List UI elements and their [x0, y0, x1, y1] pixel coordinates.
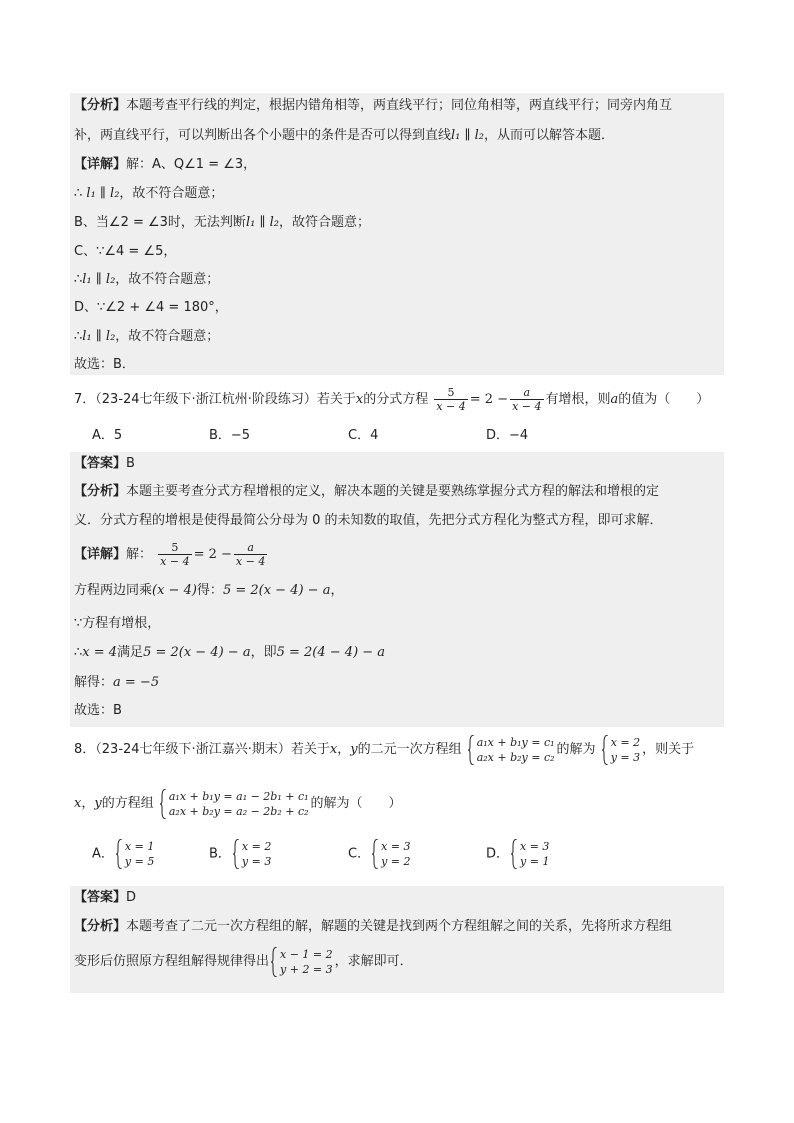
q6-detail-line5: [74, 270, 219, 290]
equation-system-1: [468, 735, 555, 765]
detail-text: 解：: [126, 547, 153, 562]
q7-detail-line3: [74, 614, 160, 634]
variable-y: y: [94, 796, 102, 811]
system-row: a₁x + b₁y = c₁: [476, 735, 555, 749]
detail-text: 方程两边同乘: [74, 583, 153, 598]
q8-analysis-line2: [74, 942, 413, 982]
q8-analysis-line1: [74, 917, 672, 937]
therefore-symbol: ∴: [74, 186, 87, 201]
q7-option-a: A．5: [92, 428, 123, 443]
equation-middle: = 2 −: [469, 392, 509, 407]
detail-text: 故选：B．: [74, 357, 135, 372]
detail-text: D、∵∠2 + ∠4 = 180°，: [74, 300, 228, 315]
system-row: x = 3: [520, 840, 550, 853]
q8-stem-line1: [74, 730, 694, 770]
stem-text: ，: [337, 742, 351, 757]
left-brace-icon: [271, 947, 278, 977]
system-row: a₁x + b₁y = a₁ − 2b₁ + c₁: [168, 789, 309, 803]
fraction-denominator: x − 4: [436, 400, 466, 413]
detail-text: 得：: [196, 583, 223, 598]
analysis-text: 本题主要考查分式方程增根的定义，解决本题的关键是要熟练掌握分式方程的解法和增根的定: [126, 484, 660, 499]
question-number: 7．: [74, 392, 96, 407]
system-row: y + 2 = 3: [280, 962, 333, 976]
system-row: a₂x + b₂y = a₂ − 2b₂ + c₂: [168, 804, 309, 818]
q6-detail-line4: [74, 242, 176, 262]
q6-detail-line6: [74, 298, 228, 318]
system-row: a₂x + b₂y = c₂: [476, 750, 555, 764]
q7-analysis-line1: [74, 482, 659, 502]
parallel-lines-formula: l₁ ∥ l₂: [451, 128, 485, 143]
fraction-a-over-x-4: [234, 541, 267, 568]
stem-text: 的值为（ ）: [618, 392, 710, 407]
detail-text: 解得：: [74, 675, 114, 690]
answer-tag: 【答案】: [74, 456, 127, 471]
detail-text: ，故不符合题意；: [115, 329, 220, 344]
equation-system-2: [602, 735, 640, 765]
detail-text: ，故符合题意；: [278, 215, 370, 230]
equation-middle: = 2 −: [193, 547, 232, 562]
option-label: B．: [209, 846, 231, 862]
therefore-symbol: ∴: [74, 329, 83, 344]
left-brace-icon: [468, 735, 475, 765]
option-system: [372, 839, 410, 869]
q7-analysis-line2: [74, 511, 663, 531]
analysis-text: ，从而可以解答本题．: [484, 128, 615, 143]
left-brace-icon: [372, 839, 379, 869]
option-system: [233, 839, 271, 869]
question-number: 8．: [74, 742, 96, 757]
q7-option-c: C．4: [348, 428, 379, 443]
q7-detail-line5: [74, 673, 159, 693]
q6-detail-line3: [74, 213, 370, 233]
analysis-text: 补，两直线平行，可以判断出各个小题中的条件是否可以得到直线: [74, 128, 452, 143]
fraction-5-over-x-4: [434, 386, 467, 413]
question-source: （23-24七年级下·浙江嘉兴·期末）: [95, 742, 291, 757]
formula: a = −5: [113, 675, 160, 690]
stem-text: 有增根，则: [545, 392, 611, 407]
therefore-symbol: ∴: [74, 272, 83, 287]
q8-answer: [74, 888, 136, 908]
option-system: [116, 839, 154, 869]
detail-tag: 【详解】: [74, 547, 127, 562]
system-row: x − 1 = 2: [280, 947, 333, 961]
formula: x = 4: [82, 645, 118, 660]
variable-a: a: [610, 392, 619, 407]
detail-text: ，: [330, 583, 344, 598]
stem-text: 的解为（ ）: [310, 796, 402, 811]
formula: 5 = 2(x − 4) − a: [222, 583, 331, 598]
detail-text: 满足: [117, 645, 144, 660]
parallel-lines-formula: l₁ ∥ l₂: [245, 215, 279, 230]
parallel-lines-formula: l₁ ∥ l₂: [86, 186, 120, 201]
q6-detail-line2: [74, 184, 223, 204]
stem-text: 若关于: [290, 742, 330, 757]
question-source: （23-24七年级下·浙江杭州·阶段练习）: [95, 392, 317, 407]
stem-text: 的二元一次方程组: [357, 742, 462, 757]
system-row: y = 3: [241, 855, 272, 868]
detail-text: C、∵∠4 = ∠5，: [74, 244, 177, 259]
stem-text: ，则关于: [642, 742, 695, 757]
system-row: x = 2: [241, 840, 272, 853]
stem-text: 若关于: [316, 392, 356, 407]
analysis-text: 本题考查平行线的判定，根据内错角相等，两直线平行；同位角相等，两直线平行；同旁内角互: [126, 98, 673, 113]
system-row: x = 3: [381, 840, 411, 853]
fraction-5-over-x-4: [158, 541, 191, 568]
q7-stem: [74, 384, 709, 416]
system-row: x = 2: [610, 735, 641, 749]
answer-tag: 【答案】: [74, 890, 127, 905]
analysis-tag: 【分析】: [74, 919, 127, 934]
formula: 5 = 2(x − 4) − a: [143, 645, 251, 660]
formula: (x − 4): [152, 583, 197, 598]
q7-detail-line1: [74, 538, 269, 572]
q8-option-c: [348, 839, 413, 869]
detail-text: 解：A、Q∠1 = ∠3，: [126, 157, 257, 172]
q8-option-a: [92, 839, 156, 869]
fraction-numerator: a: [234, 541, 267, 555]
q7-option-b: B．−5: [209, 428, 251, 443]
detail-text: ，即: [250, 645, 277, 660]
option-label: D．: [486, 846, 510, 862]
answer-value: B: [126, 456, 135, 471]
system-row: y = 5: [124, 855, 155, 868]
q6-detail-line8: [74, 355, 135, 375]
fraction-denominator: x − 4: [235, 555, 266, 568]
q6-detail-line1: [74, 155, 256, 175]
equation-system-4: [271, 947, 333, 977]
fraction-numerator: 5: [158, 541, 191, 555]
parallel-lines-formula: l₁ ∥ l₂: [82, 329, 116, 344]
analysis-text: 本题考查了二元一次方程组的解，解题的关键是找到两个方程组解之间的关系，先将所求方程组: [126, 919, 673, 934]
stem-text: ，: [81, 796, 95, 811]
system-row: y = 2: [381, 855, 411, 868]
left-brace-icon: [116, 839, 123, 869]
detail-text: ∵方程有增根，: [74, 616, 161, 631]
analysis-tag: 【分析】: [74, 484, 127, 499]
answer-value: D: [126, 890, 137, 905]
left-brace-icon: [602, 735, 609, 765]
therefore-symbol: ∴: [74, 645, 83, 660]
detail-text: ，故不符合题意；: [119, 186, 224, 201]
q7-detail-line6: [74, 701, 122, 721]
analysis-text: 义．分式方程的增根是使得最简公分母为 0 的未知数的取值，先把分式方程化为整式方程，即可求解．: [74, 513, 663, 528]
analysis-text: 变形后仿照原方程组解得规律得出: [74, 954, 270, 969]
system-row: y = 1: [520, 855, 550, 868]
stem-text: 的解为: [556, 742, 596, 757]
variable-y: y: [350, 742, 358, 757]
q8-stem-line2: [74, 784, 402, 824]
detail-text: ，故不符合题意；: [115, 272, 220, 287]
option-label: C．: [348, 846, 371, 862]
q7-detail-line4: [74, 643, 385, 663]
left-brace-icon: [233, 839, 240, 869]
analysis-tag: 【分析】: [74, 98, 127, 113]
option-label: A．: [92, 846, 114, 862]
left-brace-icon: [160, 789, 167, 819]
variable-x: x: [355, 392, 364, 407]
parallel-lines-formula: l₁ ∥ l₂: [82, 272, 116, 287]
detail-text: 故选：B: [74, 703, 122, 718]
detail-tag: 【详解】: [74, 157, 127, 172]
q7-option-d: D．−4: [486, 428, 529, 443]
fraction-denominator: x − 4: [512, 400, 542, 413]
system-row: y = 3: [610, 750, 641, 764]
stem-text: 的分式方程: [363, 392, 429, 407]
detail-text: B、当∠2 = ∠3时，无法判断: [74, 215, 246, 230]
q8-option-d: [486, 839, 551, 869]
variable-x: x: [74, 796, 82, 811]
option-system: [511, 839, 549, 869]
fraction-numerator: 5: [434, 386, 467, 400]
fraction-denominator: x − 4: [160, 555, 190, 568]
left-brace-icon: [511, 839, 518, 869]
q6-detail-line7: [74, 327, 219, 347]
q8-option-b: [209, 839, 273, 869]
fraction-numerator: a: [510, 386, 543, 400]
equation-system-3: [160, 789, 309, 819]
variable-x: x: [329, 742, 338, 757]
q6-analysis-line1: [74, 96, 672, 116]
q7-detail-line2: [74, 581, 343, 601]
fraction-a-over-x-4: [510, 386, 543, 413]
formula: 5 = 2(4 − 4) − a: [276, 645, 386, 660]
q7-answer: [74, 454, 135, 474]
system-row: x = 1: [124, 840, 155, 853]
stem-text: 的方程组: [101, 796, 154, 811]
analysis-text: ，求解即可．: [334, 954, 413, 969]
q6-analysis-line2: [74, 126, 614, 146]
